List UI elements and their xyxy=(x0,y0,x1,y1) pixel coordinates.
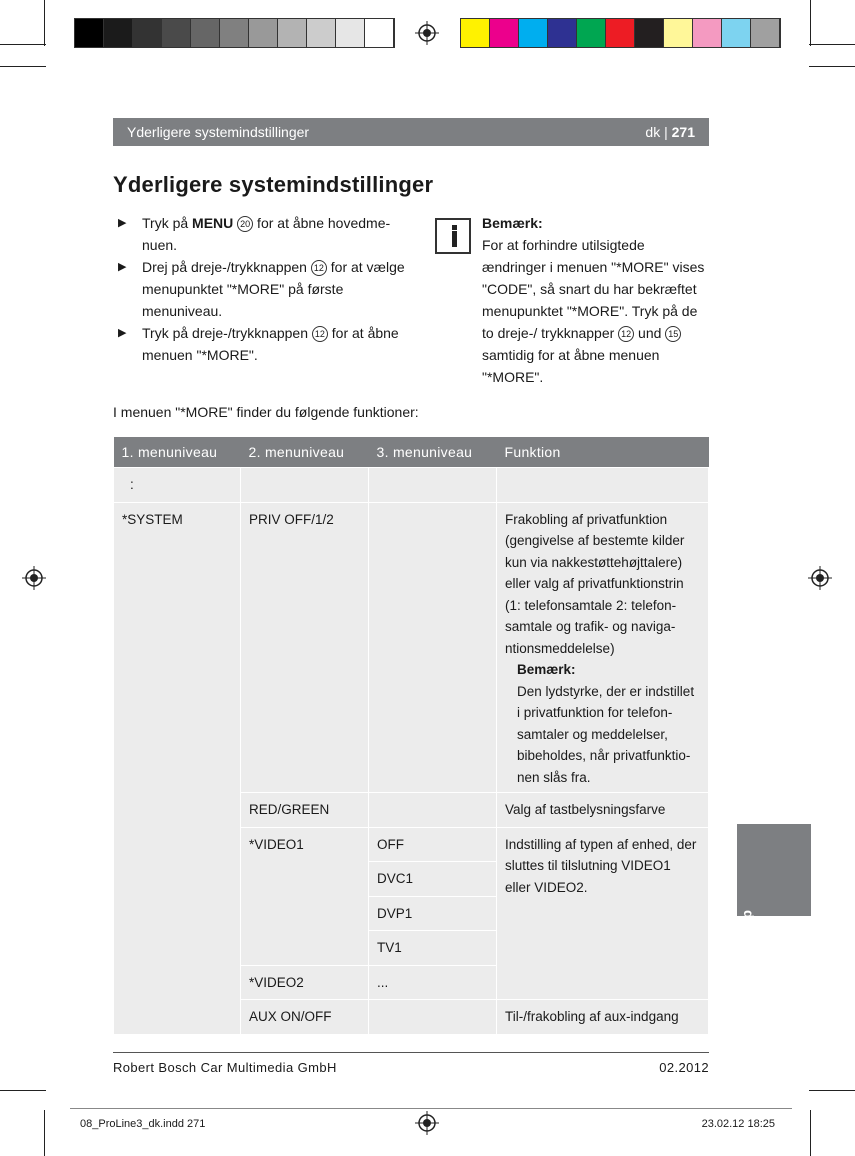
crop-mark xyxy=(809,1090,855,1091)
footer-divider xyxy=(113,1052,709,1053)
table-cell xyxy=(497,468,709,503)
table-cell: AUX ON/OFF xyxy=(241,1000,369,1035)
crop-mark xyxy=(809,66,855,67)
info-icon xyxy=(435,218,471,254)
table-cell: Indstilling af typen af enhed, der sluttes til tilslutning VIDEO1 eller VIDEO2. xyxy=(497,827,709,1000)
instruction-steps xyxy=(118,212,408,366)
table-cell: *SYSTEM xyxy=(114,502,241,1034)
note-block: Bemærk: For at forhindre utilsigtede ændringer i menuen "*MORE" vises "CODE", så snart du har bekræftet menupunktet "*MORE". Tryk på de to dreje-/ trykknapper 12 und 15 samtidig for at åbne menuen "*MORE". xyxy=(482,212,712,388)
table-cell: TV1 xyxy=(369,931,497,966)
cell-note: Bemærk: Den lydstyrke, der er indstillet i privatfunktion for telefon-samtaler og meddelelser, bibeholdes, når privatfunktio-nen slås fra. xyxy=(517,662,695,785)
table-cell xyxy=(369,793,497,828)
intro-text: I menuen "*MORE" finder du følgende funktioner: xyxy=(113,404,419,420)
running-header xyxy=(113,118,709,146)
note-title: Bemærk: xyxy=(482,215,543,231)
crop-mark xyxy=(44,0,45,46)
table-cell: Valg af tastbelysningsfarve xyxy=(497,793,709,828)
table-cell: *VIDEO1 xyxy=(241,827,369,965)
step-item: ▶ Drej på dreje-/trykknappen 12 for at vælge menupunktet "*MORE" på første menuniveau. xyxy=(118,256,408,322)
column-header: 2. menuniveau xyxy=(241,437,369,468)
crop-mark xyxy=(0,66,46,67)
grayscale-bar xyxy=(74,18,395,48)
table-cell: ... xyxy=(369,965,497,1000)
footer-company: Robert Bosch Car Multimedia GmbH xyxy=(113,1060,337,1075)
table-cell: RED/GREEN xyxy=(241,793,369,828)
control-number-badge: 20 xyxy=(237,216,253,232)
table-cell xyxy=(241,468,369,503)
table-cell: : xyxy=(114,468,241,503)
section-title: Yderligere systemindstillinger xyxy=(127,124,310,140)
control-number-badge: 15 xyxy=(665,326,681,342)
step-item: ▶ Tryk på dreje-/trykknappen 12 for at åbne menuen "*MORE". xyxy=(118,322,408,366)
column-header: 1. menuniveau xyxy=(114,437,241,468)
crop-mark xyxy=(0,1090,46,1091)
table-cell: *VIDEO2 xyxy=(241,965,369,1000)
crop-mark xyxy=(809,44,855,45)
arrow-right-icon: ▶ xyxy=(118,261,127,273)
crop-mark xyxy=(810,0,811,46)
step-item: ▶ Tryk på MENU 20 for at åbne hovedme-nuen. xyxy=(118,212,408,256)
table-cell: Til-/frakobling af aux-indgang xyxy=(497,1000,709,1035)
table-row xyxy=(114,468,709,503)
color-bar xyxy=(460,18,781,48)
table-cell: DVP1 xyxy=(369,896,497,931)
menu-table xyxy=(113,437,709,1035)
crop-mark xyxy=(44,1110,45,1156)
table-cell: PRIV OFF/1/2 xyxy=(241,502,369,793)
table-cell: Frakobling af privatfunktion (gengivelse af bestemte kilder kun via nakkestøttehøjttalere) eller valg af privatfunktionstrin (1: telefonsamtale 2: telefon-samtale og trafik- og naviga-ntionsmeddelelse) Bemærk: Den lydstyrke, der er indstillet i privatfunktion for telefon-samtaler og meddelelser, bibeholdes, når privatfunktio-nen slås fra. xyxy=(497,502,709,793)
table-cell xyxy=(369,502,497,793)
footer-date: 02.2012 xyxy=(659,1060,709,1075)
registration-mark-icon xyxy=(22,566,46,590)
crop-mark xyxy=(0,44,46,45)
arrow-right-icon: ▶ xyxy=(118,217,127,229)
page-title: Yderligere systemindstillinger xyxy=(113,172,434,197)
registration-mark-icon xyxy=(415,21,439,45)
slug-timestamp: 23.02.12 18:25 xyxy=(701,1118,775,1130)
registration-mark-icon xyxy=(808,566,832,590)
language-tab: dk xyxy=(737,824,811,916)
control-number-badge: 12 xyxy=(618,326,634,342)
page-number-label: dk | 271 xyxy=(645,124,695,140)
table-cell: OFF xyxy=(369,827,497,862)
column-header: Funktion xyxy=(497,437,709,468)
column-header: 3. menuniveau xyxy=(369,437,497,468)
table-cell: DVC1 xyxy=(369,862,497,897)
table-row xyxy=(114,502,709,793)
control-number-badge: 12 xyxy=(312,326,328,342)
arrow-right-icon: ▶ xyxy=(118,327,127,339)
slug-filename: 08_ProLine3_dk.indd 271 xyxy=(80,1118,206,1130)
table-cell xyxy=(369,468,497,503)
control-number-badge: 12 xyxy=(311,260,327,276)
crop-mark xyxy=(810,1110,811,1156)
table-header-row xyxy=(114,437,709,468)
table-cell xyxy=(369,1000,497,1035)
